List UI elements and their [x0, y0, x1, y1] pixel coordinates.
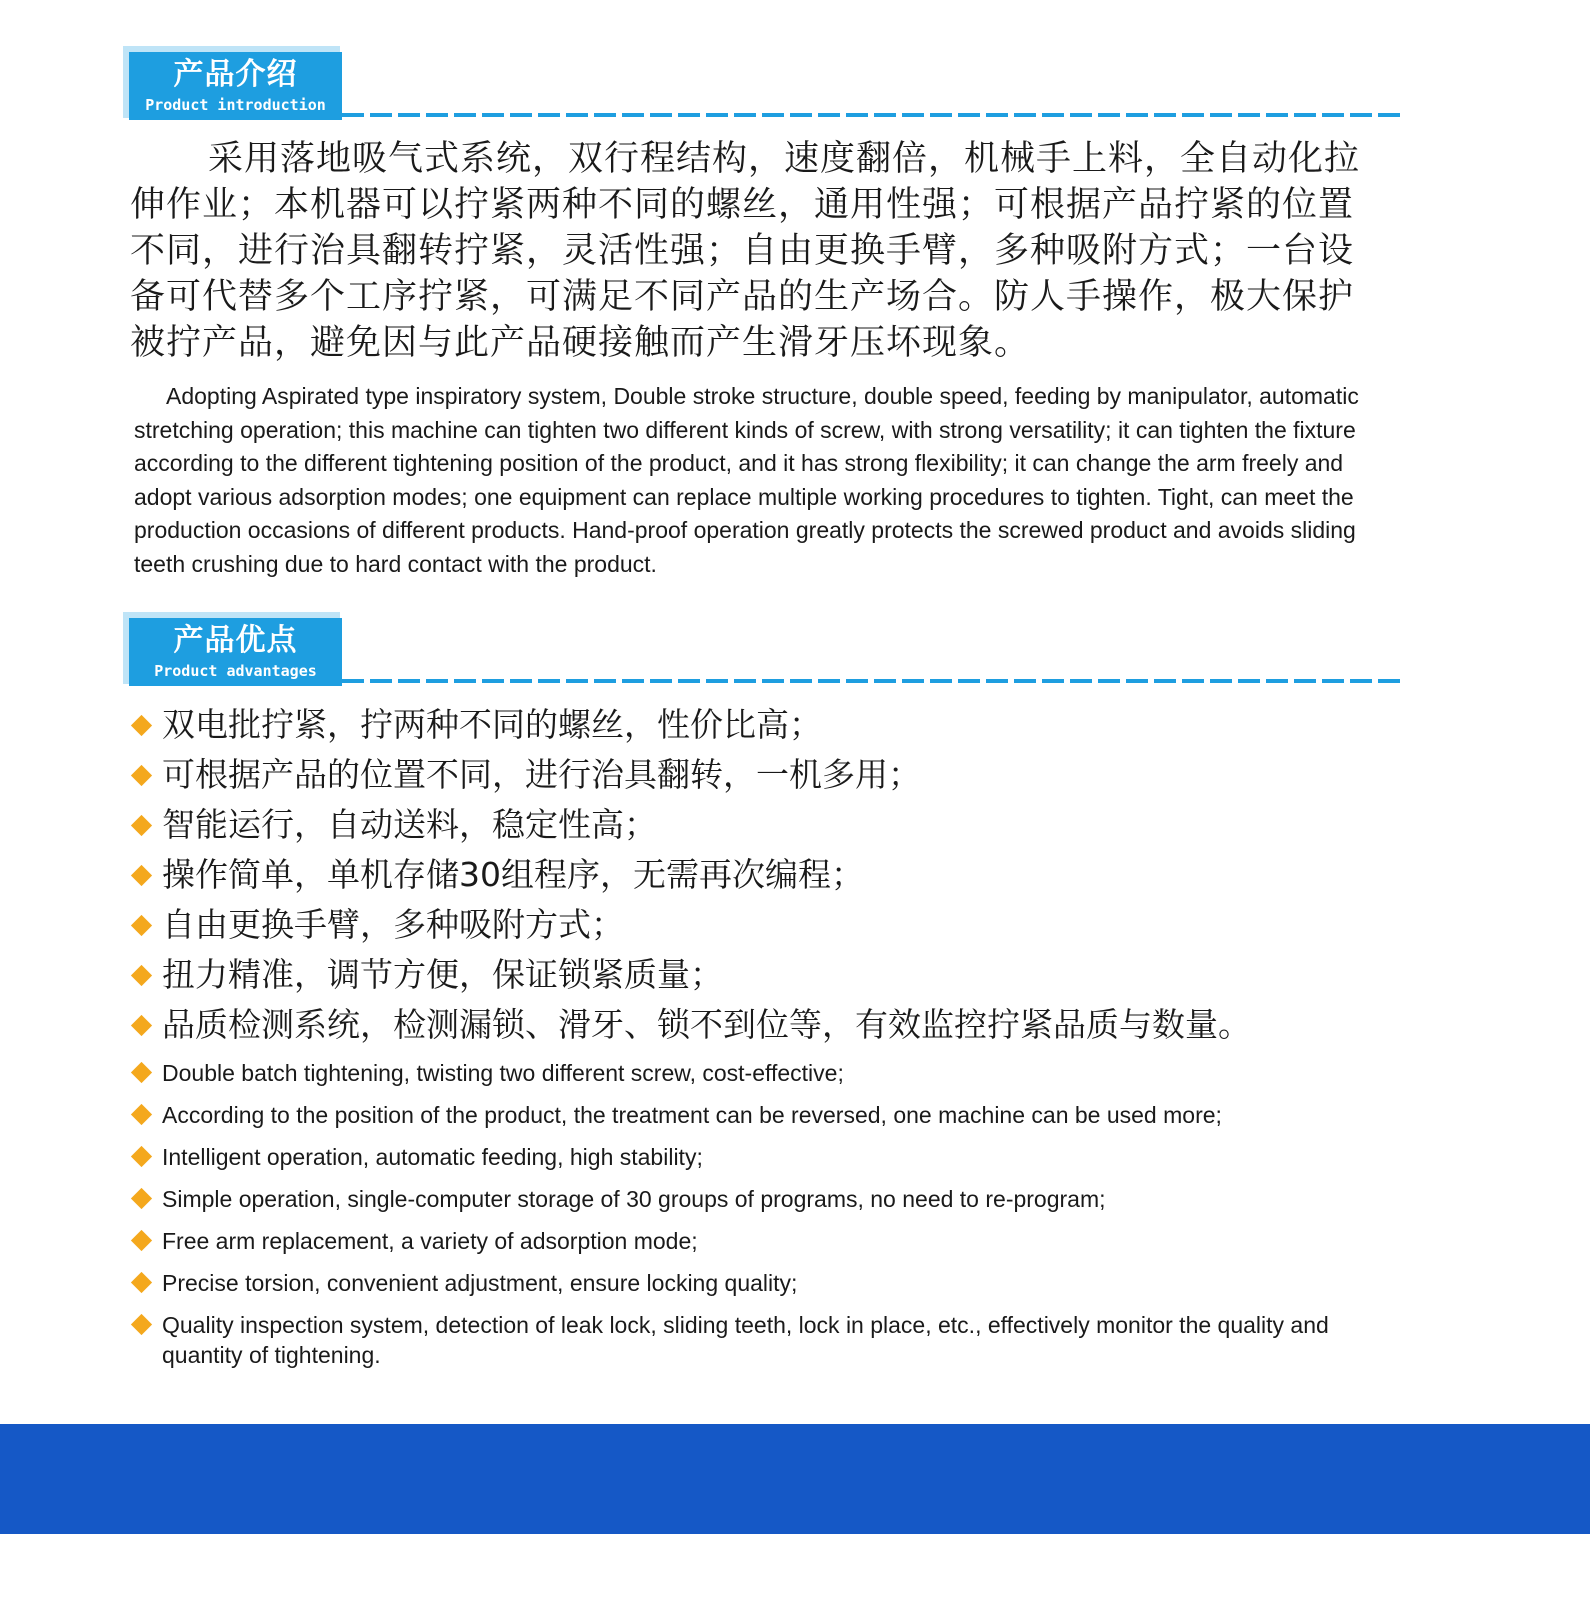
intro-dashed-rule — [342, 113, 1403, 117]
diamond-bullet-icon — [131, 965, 152, 986]
diamond-bullet-icon — [131, 765, 152, 786]
diamond-bullet-icon — [131, 1146, 152, 1167]
diamond-bullet-icon — [131, 1188, 152, 1209]
list-item: Double batch tightening, twisting two different screw, cost-effective; — [130, 1058, 1340, 1088]
list-item: 双电批拧紧，拧两种不同的螺丝，性价比高； — [130, 700, 1251, 750]
intro-body-en: Adopting Aspirated type inspiratory system, Double stroke structure, double speed, feeding by manipulator, automatic stretching operation; this machine can tighten two different kinds of screw, with strong versatility; it can tighten the fixture according to the different tightening position of the product, and it has strong flexibility; it can change the arm freely and adopt various adsorption modes; one equipment can replace multiple working procedures to tighten. Tight, can meet the production occasions of different products. Hand-proof operation greatly protects the screwed product and avoids sliding teeth crushing due to hard contact with the product. — [134, 383, 1359, 577]
intro-title-en: Product introduction — [145, 96, 326, 114]
list-item: Simple operation, single-computer storage of 30 groups of programs, no need to re-program; — [130, 1184, 1340, 1214]
advantages-tab — [129, 618, 342, 686]
list-item: According to the position of the product, the treatment can be reversed, one machine can be used more; — [130, 1100, 1340, 1130]
advantages-header — [123, 612, 1403, 686]
diamond-bullet-icon — [131, 1314, 152, 1335]
diamond-bullet-icon — [131, 1104, 152, 1125]
intro-body-cn: 采用落地吸气式系统，双行程结构，速度翻倍，机械手上料，全自动化拉伸作业；本机器可以拧紧两种不同的螺丝，通用性强；可根据产品拧紧的位置不同，进行治具翻转拧紧，灵活性强；自由更换手臂，多种吸附方式；一台设备可代替多个工序拧紧，可满足不同产品的生产场合。防人手操作，极大保护被拧产品，避免因与此产品硬接触而产生滑牙压坏现象。 — [130, 139, 1361, 363]
advantages-title-en: Product advantages — [154, 662, 317, 680]
list-item: Quality inspection system, detection of leak lock, sliding teeth, lock in place, etc., effectively monitor the quality and quantity of tightening. — [130, 1310, 1340, 1370]
intro-header — [123, 46, 1403, 120]
list-item: Free arm replacement, a variety of adsorption mode; — [130, 1226, 1340, 1256]
list-item: 自由更换手臂，多种吸附方式； — [130, 900, 1251, 950]
list-item: Intelligent operation, automatic feeding, high stability; — [130, 1142, 1340, 1172]
intro-tab — [129, 52, 342, 120]
list-item: 操作简单，单机存储30组程序，无需再次编程； — [130, 850, 1251, 900]
diamond-bullet-icon — [131, 915, 152, 936]
advantages-dashed-rule — [342, 679, 1403, 683]
list-item: 可根据产品的位置不同，进行治具翻转，一机多用； — [130, 750, 1251, 800]
list-item: 智能运行，自动送料，稳定性高； — [130, 800, 1251, 850]
diamond-bullet-icon — [131, 1015, 152, 1036]
list-item: 品质检测系统，检测漏锁、滑牙、锁不到位等，有效监控拧紧品质与数量。 — [130, 1000, 1251, 1050]
advantages-list-cn — [130, 700, 1251, 1050]
diamond-bullet-icon — [131, 715, 152, 736]
intro-title-cn: 产品介绍 — [173, 57, 298, 92]
advantages-title-cn: 产品优点 — [173, 623, 298, 658]
footer-band — [0, 1424, 1590, 1534]
list-item: 扭力精准，调节方便，保证锁紧质量； — [130, 950, 1251, 1000]
diamond-bullet-icon — [131, 1272, 152, 1293]
diamond-bullet-icon — [131, 1230, 152, 1251]
list-item: Precise torsion, convenient adjustment, ensure locking quality; — [130, 1268, 1340, 1298]
diamond-bullet-icon — [131, 1062, 152, 1083]
diamond-bullet-icon — [131, 815, 152, 836]
diamond-bullet-icon — [131, 865, 152, 886]
advantages-list-en — [130, 1058, 1340, 1382]
